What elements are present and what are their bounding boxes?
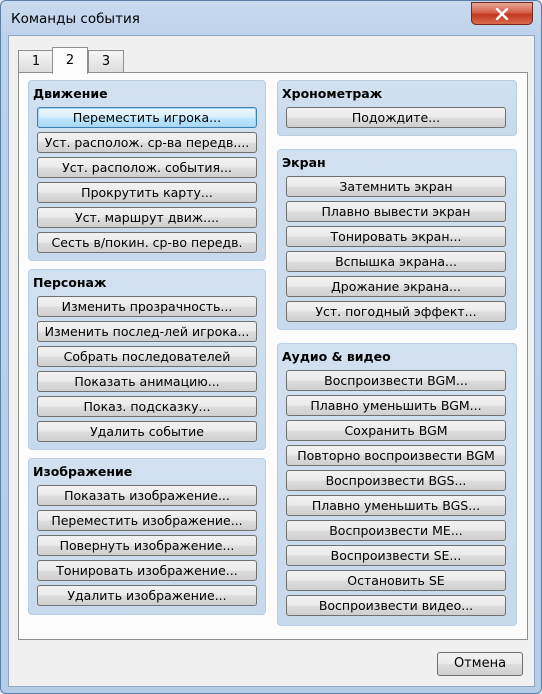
change-transparency-button[interactable]: Изменить прозрачность... — [37, 296, 257, 317]
tab-1[interactable]: 1 — [18, 50, 54, 73]
set-weather-button[interactable]: Уст. погодный эффект... — [286, 301, 506, 322]
stop-se-button[interactable]: Остановить SE — [286, 570, 506, 591]
play-bgm-button[interactable]: Воспроизвести BGM... — [286, 370, 506, 391]
get-on-off-vehicle-button[interactable]: Сесть в/покин. ср-во передв. — [37, 232, 257, 253]
play-se-button[interactable]: Воспроизвести SE... — [286, 545, 506, 566]
shake-screen-button[interactable]: Дрожание экрана... — [286, 276, 506, 297]
tab-panel — [18, 72, 528, 640]
window-title: Команды события — [11, 11, 140, 27]
fadein-screen-button[interactable]: Плавно вывести экран — [286, 201, 506, 222]
group-picture — [28, 458, 266, 615]
group-timing — [277, 80, 517, 136]
fadeout-screen-button[interactable]: Затемнить экран — [286, 176, 506, 197]
move-player-button[interactable]: Переместить игрока... — [37, 107, 257, 128]
dialog-body — [8, 35, 535, 687]
replay-bgm-button[interactable]: Повторно воспроизвести BGM — [286, 445, 506, 466]
gather-followers-button[interactable]: Собрать последователей — [37, 346, 257, 367]
tab-3[interactable]: 3 — [88, 50, 124, 73]
erase-picture-button[interactable]: Удалить изображение... — [37, 585, 257, 606]
show-picture-button[interactable]: Показать изображение... — [37, 485, 257, 506]
group-title-timing: Хронометраж — [282, 86, 383, 101]
set-move-route-button[interactable]: Уст. маршрут движ.... — [37, 207, 257, 228]
play-me-button[interactable]: Воспроизвести ME... — [286, 520, 506, 541]
cancel-button[interactable]: Отмена — [437, 652, 523, 676]
group-title-picture: Изображение — [33, 464, 133, 479]
play-movie-button[interactable]: Воспроизвести видео... — [286, 595, 506, 616]
fadeout-bgs-button[interactable]: Плавно уменьшить BGS... — [286, 495, 506, 516]
show-balloon-button[interactable]: Показ. подсказку... — [37, 396, 257, 417]
group-movement — [28, 80, 266, 261]
tab-2[interactable]: 2 — [52, 47, 88, 74]
move-picture-button[interactable]: Переместить изображение... — [37, 510, 257, 531]
group-screen — [277, 149, 517, 330]
show-animation-button[interactable]: Показать анимацию... — [37, 371, 257, 392]
change-followers-button[interactable]: Изменить послед-лей игрока... — [37, 321, 257, 342]
title-bar[interactable] — [1, 1, 541, 35]
tint-screen-button[interactable]: Тонировать экран... — [286, 226, 506, 247]
rotate-picture-button[interactable]: Повернуть изображение... — [37, 535, 257, 556]
wait-button[interactable]: Подождите... — [286, 107, 506, 128]
group-audio-video — [277, 343, 517, 626]
tint-picture-button[interactable]: Тонировать изображение... — [37, 560, 257, 581]
group-title-screen: Экран — [282, 155, 326, 170]
scroll-map-button[interactable]: Прокрутить карту... — [37, 182, 257, 203]
close-icon — [495, 8, 509, 20]
save-bgm-button[interactable]: Сохранить BGM — [286, 420, 506, 441]
group-title-movement: Движение — [33, 86, 108, 101]
group-character — [28, 269, 266, 450]
fadeout-bgm-button[interactable]: Плавно уменьшить BGM... — [286, 395, 506, 416]
group-title-character: Персонаж — [33, 275, 107, 290]
flash-screen-button[interactable]: Вспышка экрана... — [286, 251, 506, 272]
group-title-audio: Аудио & видео — [282, 349, 391, 364]
set-event-location-button[interactable]: Уст. располож. события... — [37, 157, 257, 178]
play-bgs-button[interactable]: Воспроизвести BGS... — [286, 470, 506, 491]
close-button[interactable] — [471, 2, 533, 25]
set-vehicle-location-button[interactable]: Уст. располож. ср-ва передв.... — [37, 132, 257, 153]
erase-event-button[interactable]: Удалить событие — [37, 421, 257, 442]
